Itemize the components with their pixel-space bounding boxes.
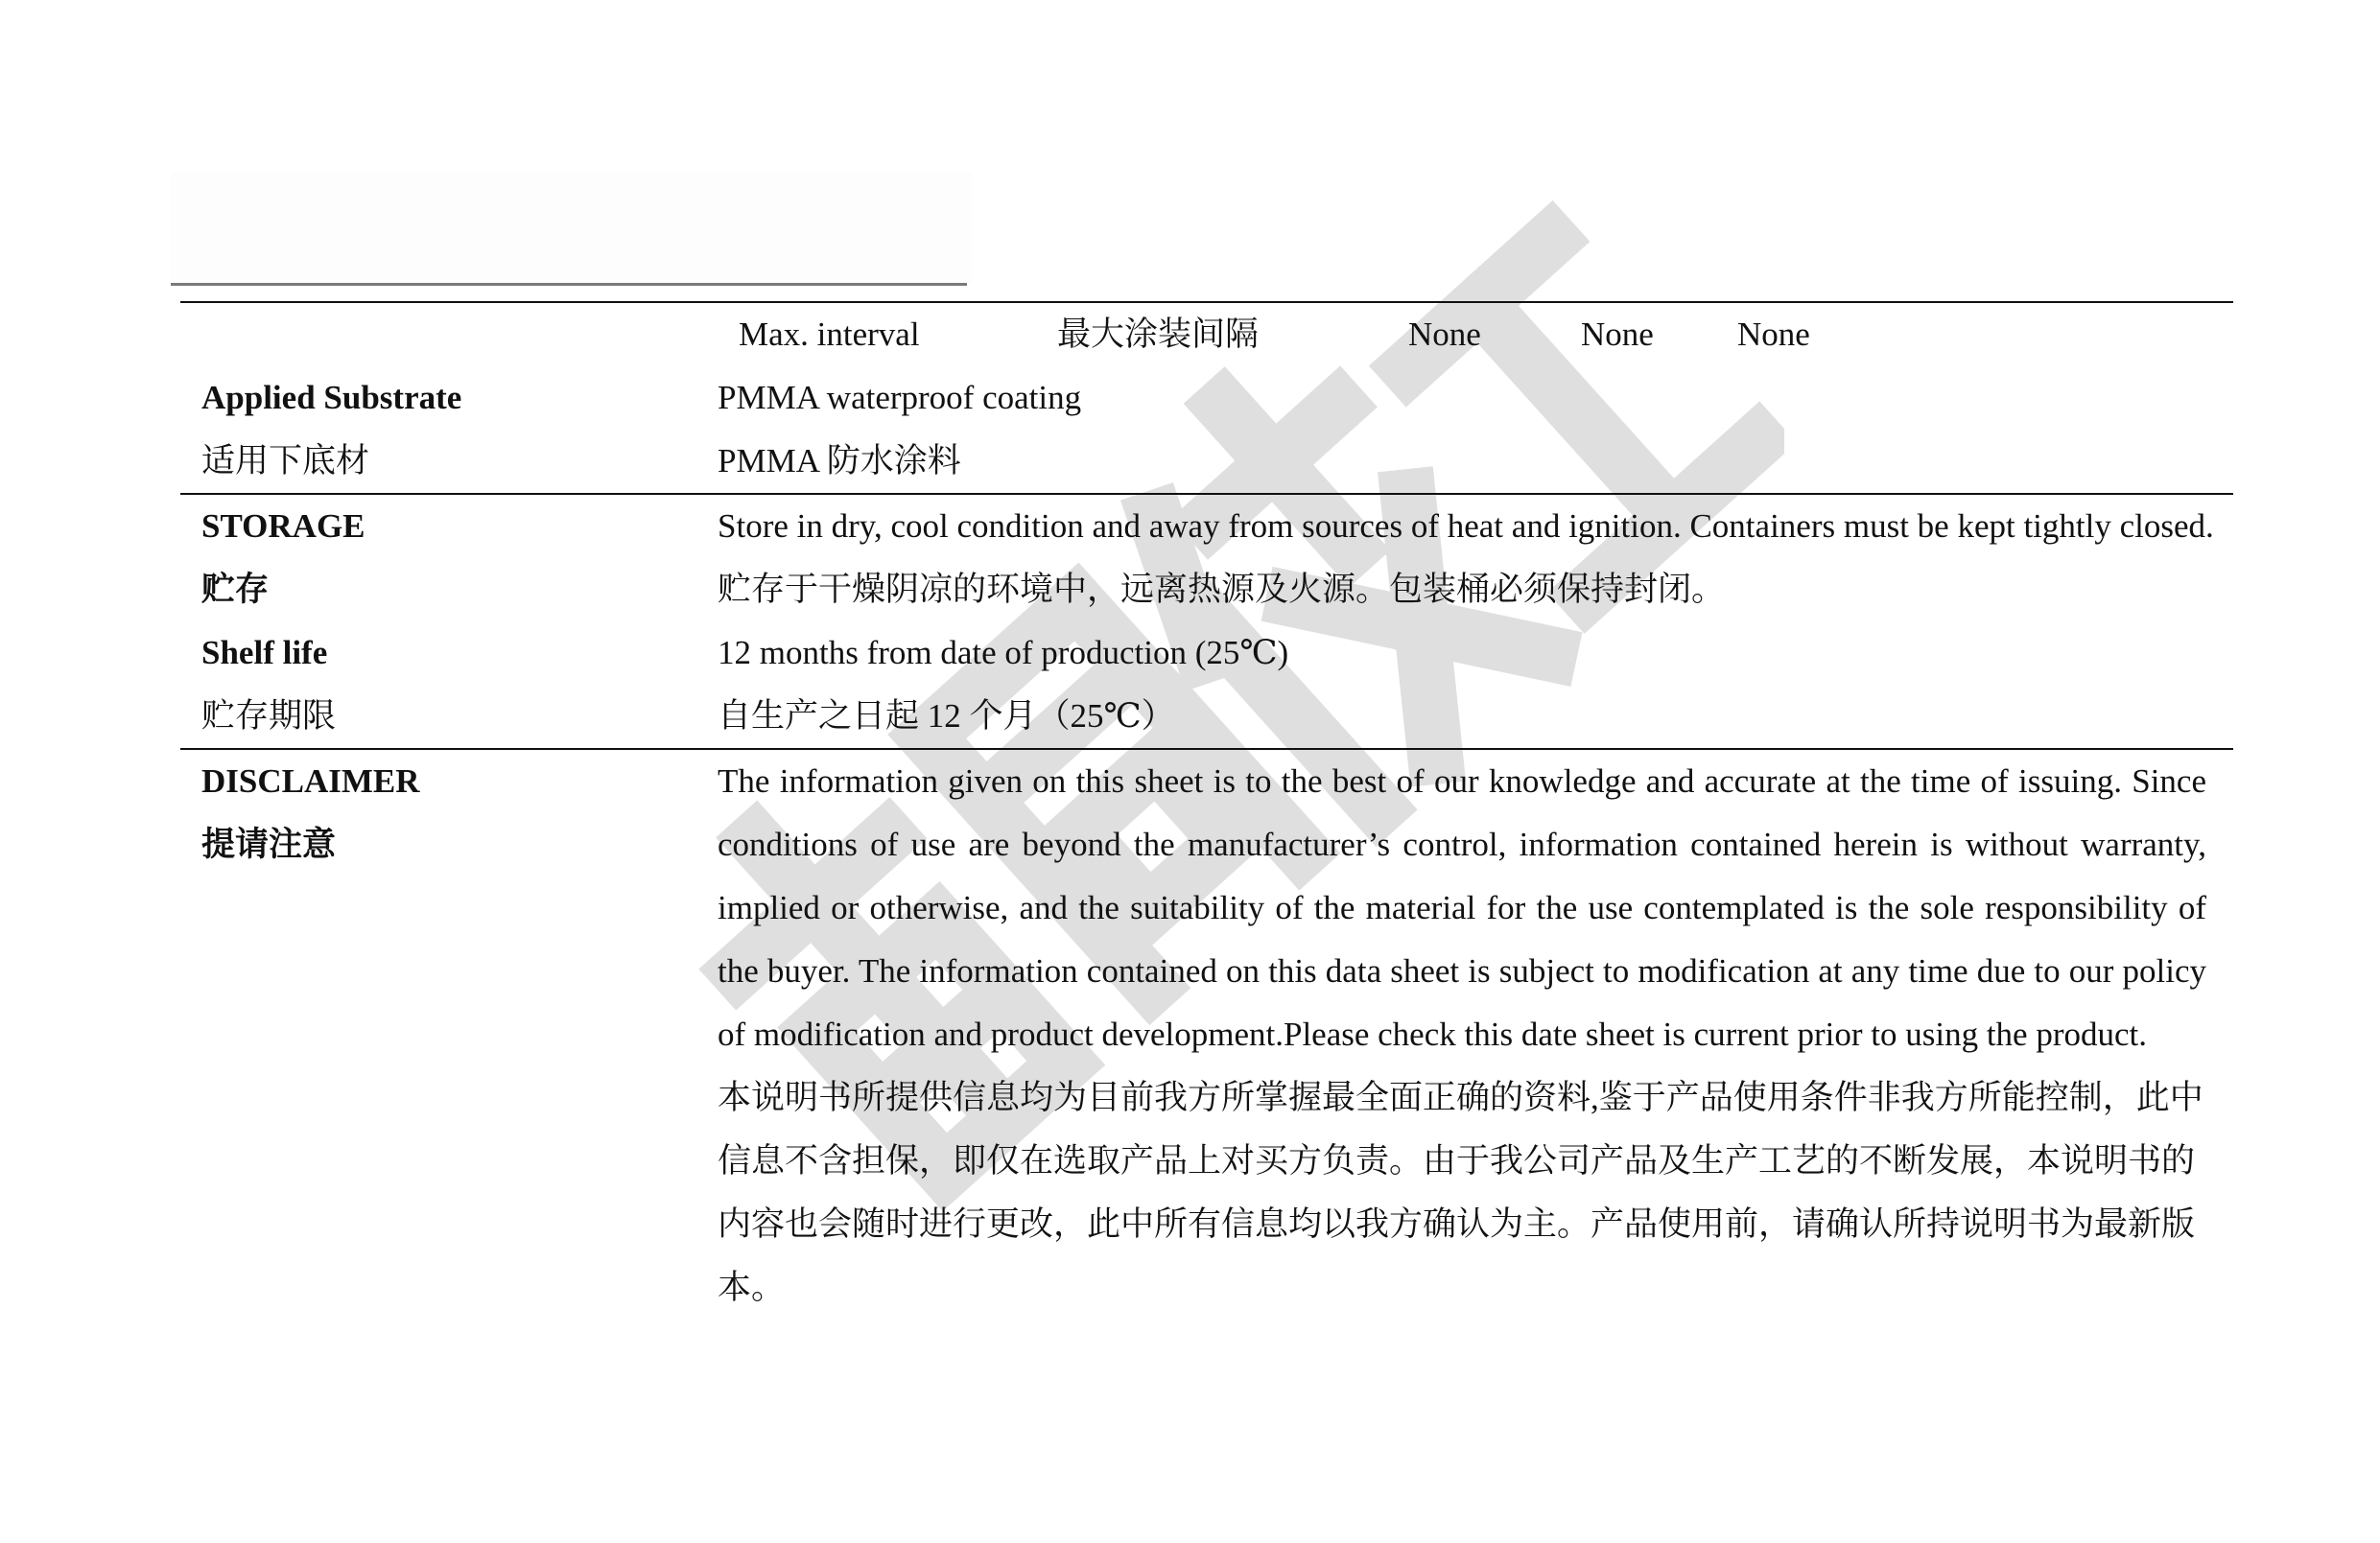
storage-text-cn: 贮存于干燥阴凉的环境中，远离热源及火源。包装桶必须保持封闭。 [718,571,1726,608]
storage-label-en: STORAGE [201,507,365,545]
disclaimer-row [180,750,2233,1320]
disclaimer-text-cn: 本说明书所提供信息均为目前我方所掌握最全面正确的资料,鉴于产品使用条件非我方所能控制，此中信息不含担保，即仅在选取产品上对买方负责。由于我公司产品及生产工艺的不断发展，本说明书的内容也会随时进行更改，此中所有信息均以我方确认为主。产品使用前，请确认所持说明书为最新版本。 [718,1079,2203,1306]
max-interval-label-en: Max. interval [739,316,920,353]
spec-table [180,301,2233,1320]
substrate-row-en [180,366,2233,430]
shelf-life-label-en: Shelf life [201,634,328,671]
disclaimer-label-cn: 提请注意 [201,826,337,863]
disclaimer-text-en: The information given on this sheet is to the best of our knowledge and accurate at the time of issuing. Since conditions of use are beyond the manufacturer’s control, information contained herein is without warranty, implied or otherwise, and the suitability of the material for the use contemplated is the sole responsibility of the buyer. The information contained on this data sheet is subject to modification at any time due to our policy of modification and product development.Please check this date sheet is current prior to using the product. [718,762,2206,1053]
substrate-value-cn: PMMA 防水涂料 [718,442,961,479]
max-interval-label-cn: 最大涂装间隔 [1057,316,1260,353]
shelf-life-label-cn: 贮存期限 [201,697,337,735]
max-interval-value-2: None [1581,316,1654,353]
header-rule [171,283,967,286]
shelf-life-row-en [180,621,2233,685]
max-interval-value-3: None [1737,316,1810,353]
storage-text-en: Store in dry, cool condition and away from sources of heat and ignition. Containers must be kept tightly closed. [718,507,2214,545]
substrate-label-en: Applied Substrate [201,379,462,416]
shelf-life-value-cn: 自生产之日起 12 个月（25℃） [718,697,1175,735]
storage-row [180,495,2233,621]
shelf-life-row-cn [180,685,2233,748]
max-interval-row [739,303,2233,366]
substrate-value-en: PMMA waterproof coating [718,379,1082,416]
shelf-life-value-en: 12 months from date of production (25℃) [718,634,1289,671]
disclaimer-label-en: DISCLAIMER [201,762,420,800]
substrate-row-cn [180,430,2233,493]
max-interval-value-1: None [1408,316,1481,353]
storage-label-cn: 贮存 [201,571,270,608]
header-logo-area [171,173,972,283]
substrate-label-cn: 适用下底材 [201,442,370,479]
